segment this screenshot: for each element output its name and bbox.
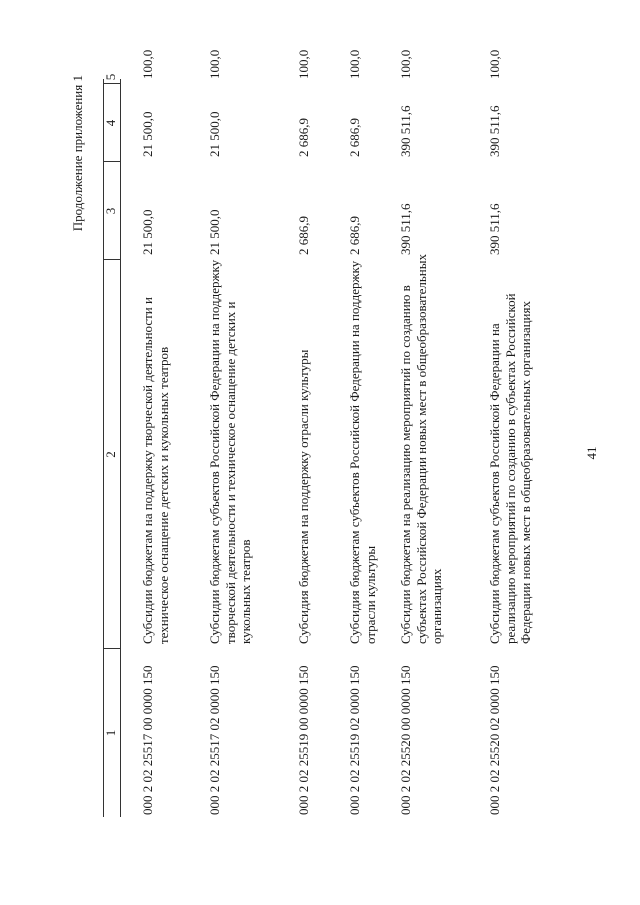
row-col5-value: 100,0 <box>347 49 362 79</box>
row-col4-value: 2 686,9 <box>296 118 311 157</box>
row-description: Субсидия бюджетам на поддержку отрасли культуры <box>296 349 311 644</box>
row-code: 000 2 02 25519 02 0000 150 <box>347 665 362 815</box>
row-col5-value: 100,0 <box>487 49 502 79</box>
row-col4-value: 390 511,6 <box>398 105 413 157</box>
header-col-5: 5 <box>103 73 118 81</box>
page-number: 41 <box>584 446 599 460</box>
row-col4-value: 2 686,9 <box>347 118 362 157</box>
continuation-label: Продолжение приложения 1 <box>70 75 85 232</box>
row-col3-value: 21 500,0 <box>207 209 222 255</box>
row-col3-value: 390 511,6 <box>398 203 413 255</box>
row-code: 000 2 02 25520 02 0000 150 <box>487 665 502 815</box>
row-code: 000 2 02 25520 00 0000 150 <box>398 665 413 815</box>
header-col-2: 2 <box>103 451 118 458</box>
row-col4-value: 390 511,6 <box>487 105 502 157</box>
row-col5-value: 100,0 <box>398 49 413 79</box>
row-col3-value: 2 686,9 <box>347 216 362 255</box>
row-code: 000 2 02 25517 00 0000 150 <box>140 665 155 815</box>
row-description: Субсидии бюджетам субъектов Российской Федерации на поддержку творческой деятельности и техническое оснащение детских и кукольных театров <box>207 259 253 644</box>
row-col5-value: 100,0 <box>207 49 222 79</box>
row-col4-value: 21 500,0 <box>140 111 155 157</box>
row-description: Субсидии бюджетам на реализацию мероприятий по созданию в субъектах Российской Федерации новых мест в общеобразовательных организациях <box>398 254 444 644</box>
row-col3-value: 21 500,0 <box>140 209 155 255</box>
header-col-1: 1 <box>103 729 118 737</box>
row-code: 000 2 02 25517 02 0000 150 <box>207 665 222 815</box>
header-bottom-border <box>120 79 121 817</box>
row-description: Субсидии бюджетам субъектов Российской Федерации на реализацию мероприятий по созданию в субъектах Российской Федерации новых мест в общеобразовательных организациях <box>487 293 533 644</box>
row-col5-value: 100,0 <box>140 49 155 79</box>
row-col5-value: 100,0 <box>296 49 311 79</box>
header-col-4: 4 <box>103 119 118 127</box>
row-col4-value: 21 500,0 <box>207 111 222 157</box>
row-description: Субсидия бюджетам субъектов Российской Федерации на поддержку отрасли культуры <box>347 260 378 644</box>
header-col-3: 3 <box>103 207 118 215</box>
row-description: Субсидии бюджетам на поддержку творческой деятельности и техническое оснащение детских и кукольных театров <box>140 297 171 644</box>
row-col3-value: 2 686,9 <box>296 216 311 255</box>
row-code: 000 2 02 25519 00 0000 150 <box>296 665 311 815</box>
row-col3-value: 390 511,6 <box>487 203 502 255</box>
